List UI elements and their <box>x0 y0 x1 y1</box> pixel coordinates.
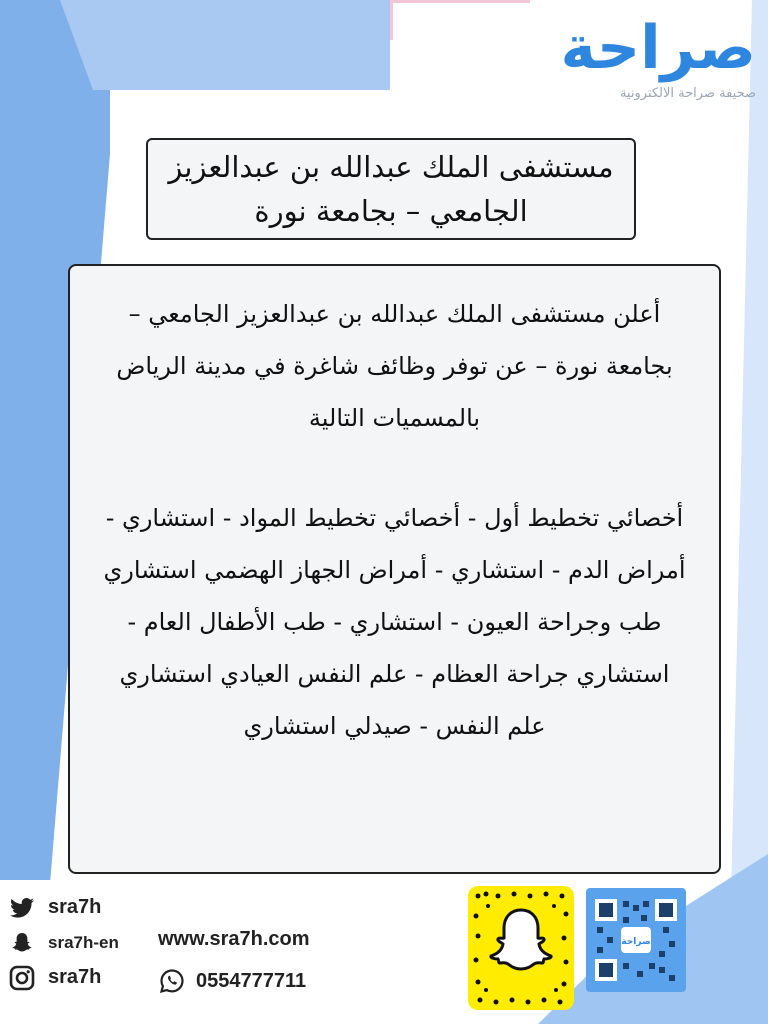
snapchat-link[interactable] <box>8 925 168 960</box>
background-shape-top <box>60 0 390 90</box>
background-accent-line <box>390 0 530 40</box>
website-link[interactable] <box>158 918 358 960</box>
brand-logo <box>560 13 756 101</box>
logo-tagline: صحيفة صراحة الالكترونية <box>619 86 756 101</box>
snapchat-handle: sra7h-en <box>48 932 119 952</box>
title-box <box>146 138 636 240</box>
whatsapp-number: 0554777711 <box>196 969 307 992</box>
twitter-handle: sra7h <box>48 896 102 918</box>
contact-info <box>158 918 358 1002</box>
whatsapp-link[interactable] <box>158 960 358 1002</box>
announcement-intro: أعلن مستشفى الملك عبدالله بن عبدالعزيز الجامعي – بجامعة نورة – عن توفر وظائف شاغرة في مدينة الرياض بالمسميات التالية <box>116 300 673 432</box>
website-url: www.sra7h.com <box>158 927 310 950</box>
title-line-2: الجامعي – بجامعة نورة <box>254 194 528 228</box>
whatsapp-icon <box>158 967 186 995</box>
title-line-1: مستشفى الملك عبدالله بن عبدالعزيز <box>168 150 614 184</box>
twitter-link[interactable] <box>8 890 168 925</box>
instagram-icon <box>8 964 36 992</box>
announcement-box <box>68 264 721 874</box>
qr-center-badge: صراحة <box>621 937 651 947</box>
social-links <box>8 890 168 995</box>
snapchat-icon <box>8 929 36 957</box>
snapchat-code[interactable] <box>468 886 574 1010</box>
instagram-link[interactable] <box>8 960 168 995</box>
logo-wordmark: صراحة <box>560 13 756 83</box>
instagram-handle: sra7h <box>48 966 102 988</box>
job-titles-list: أخصائي تخطيط أول - أخصائي تخطيط المواد - استشاري - أمراض الدم - استشاري - أمراض الجهاز الهضمي استشاري طب وجراحة العيون - استشاري - طب الأطفال العام - استشاري جراحة العظام - علم النفس العيادي استشاري علم النفس - صيدلي استشاري <box>103 504 686 740</box>
twitter-icon <box>8 894 36 922</box>
qr-code[interactable] <box>586 888 686 992</box>
